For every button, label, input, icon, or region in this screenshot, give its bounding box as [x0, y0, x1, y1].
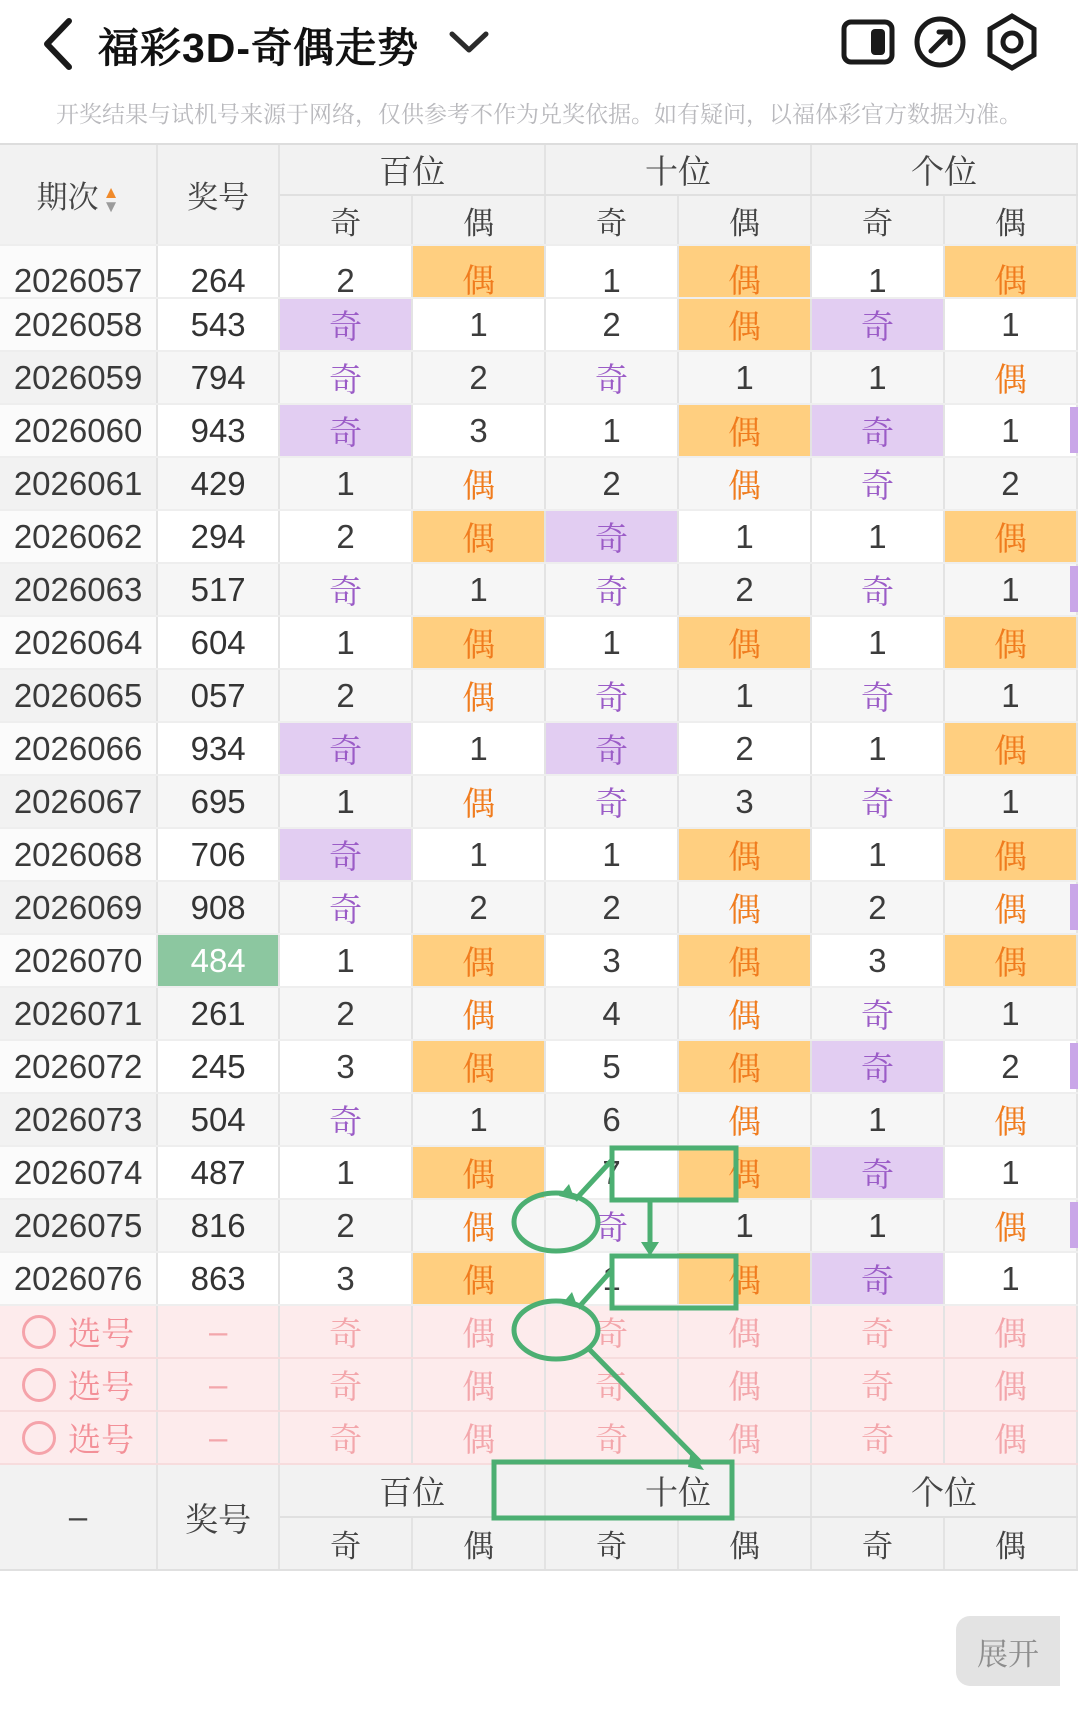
cell-parity: 2 [412, 881, 545, 934]
cell-number: 794 [157, 351, 279, 404]
cell-parity-select[interactable]: 奇 [811, 1358, 944, 1411]
cell-parity: 1 [545, 245, 678, 298]
cell-parity: 2 [678, 722, 811, 775]
cell-parity: 偶 [412, 1146, 545, 1199]
cell-parity-select[interactable]: 奇 [279, 1411, 412, 1464]
cell-number: 908 [157, 881, 279, 934]
cell-parity: 偶 [678, 245, 811, 298]
cell-parity: 3 [279, 1252, 412, 1305]
cell-issue: 2026069 [0, 881, 157, 934]
footer-number: 奖号 [157, 1464, 279, 1570]
cell-parity: 1 [412, 298, 545, 351]
share-arrow-icon [912, 14, 968, 75]
cell-parity: 偶 [944, 1093, 1077, 1146]
cell-parity: 1 [944, 563, 1077, 616]
cell-issue: 2026064 [0, 616, 157, 669]
cell-parity: 奇 [279, 1093, 412, 1146]
cell-parity: 奇 [811, 404, 944, 457]
cell-parity: 4 [545, 987, 678, 1040]
chevron-left-icon [39, 17, 77, 71]
cell-parity: 偶 [412, 934, 545, 987]
cell-parity: 2 [678, 563, 811, 616]
cell-parity: 7 [545, 1146, 678, 1199]
cell-parity: 1 [811, 616, 944, 669]
cell-parity: 奇 [811, 298, 944, 351]
cell-parity: 1 [811, 1093, 944, 1146]
cell-parity: 2 [944, 1040, 1077, 1093]
cell-number: 261 [157, 987, 279, 1040]
cell-parity: 奇 [545, 722, 678, 775]
table-row[interactable] [0, 563, 1077, 616]
cell-number: 863 [157, 1252, 279, 1305]
cell-parity: 偶 [944, 351, 1077, 404]
table-row[interactable] [0, 510, 1077, 563]
cell-parity: 1 [811, 722, 944, 775]
cell-parity: 3 [412, 404, 545, 457]
cell-parity: 1 [944, 669, 1077, 722]
cell-select-label[interactable]: 选号 [0, 1358, 157, 1411]
cell-parity: 1 [545, 1252, 678, 1305]
cell-number: 934 [157, 722, 279, 775]
cell-number: 517 [157, 563, 279, 616]
cell-parity: 1 [279, 934, 412, 987]
cell-parity: 2 [944, 457, 1077, 510]
table-row[interactable] [0, 1146, 1077, 1199]
cell-parity: 奇 [279, 563, 412, 616]
cell-number: 264 [157, 245, 279, 298]
cell-parity: 1 [678, 1199, 811, 1252]
sort-arrows-icon[interactable]: ▲ ▼ [102, 183, 120, 216]
page-title: 福彩3D-奇偶走势 [98, 24, 420, 71]
cell-parity-select[interactable]: 偶 [944, 1358, 1077, 1411]
footer-sub-units-odd: 奇 [811, 1517, 944, 1570]
cell-parity: 2 [279, 987, 412, 1040]
table-row-clipped[interactable] [0, 245, 1077, 298]
cell-parity: 1 [811, 510, 944, 563]
table-row[interactable] [0, 775, 1077, 828]
table-row[interactable] [0, 351, 1077, 404]
cell-parity-select[interactable]: 奇 [279, 1305, 412, 1358]
footer-group-hundreds[interactable]: 百位 [279, 1464, 545, 1517]
cell-parity: 奇 [811, 457, 944, 510]
cell-parity: 偶 [678, 1093, 811, 1146]
row-edge-marker [1070, 1043, 1078, 1089]
footer-group-tens[interactable]: 十位 [545, 1464, 811, 1517]
table-row[interactable] [0, 669, 1077, 722]
cell-parity: 偶 [678, 1040, 811, 1093]
cell-parity: 偶 [412, 457, 545, 510]
footer-sub-units-even: 偶 [944, 1517, 1077, 1570]
cell-parity: 1 [279, 1146, 412, 1199]
cell-parity: 偶 [944, 616, 1077, 669]
cell-number: 706 [157, 828, 279, 881]
cell-parity: 1 [678, 669, 811, 722]
cell-parity: 3 [678, 775, 811, 828]
radio-icon[interactable] [22, 1368, 56, 1402]
cell-issue: 2026066 [0, 722, 157, 775]
cell-number: 245 [157, 1040, 279, 1093]
chevron-down-icon [447, 43, 491, 60]
cell-parity: 1 [944, 404, 1077, 457]
cell-parity-select[interactable]: 奇 [811, 1305, 944, 1358]
cell-parity: 2 [279, 510, 412, 563]
table-row[interactable] [0, 1199, 1077, 1252]
cell-parity: 奇 [811, 775, 944, 828]
cell-parity: 奇 [545, 775, 678, 828]
cell-parity-select[interactable]: 偶 [678, 1305, 811, 1358]
cell-parity: 偶 [678, 404, 811, 457]
cell-parity: 奇 [811, 987, 944, 1040]
table-row[interactable] [0, 616, 1077, 669]
trend-table-container[interactable] [0, 143, 1078, 1571]
cell-parity: 偶 [412, 616, 545, 669]
cell-parity: 偶 [944, 934, 1077, 987]
cell-parity: 奇 [545, 1199, 678, 1252]
cell-issue: 2026063 [0, 563, 157, 616]
cell-parity: 奇 [279, 722, 412, 775]
cell-parity: 奇 [811, 1146, 944, 1199]
cell-parity: 2 [545, 457, 678, 510]
cell-number: 429 [157, 457, 279, 510]
cell-parity: 偶 [412, 987, 545, 1040]
cell-parity: 偶 [944, 1199, 1077, 1252]
cell-parity: 奇 [279, 351, 412, 404]
column-header-number: 奖号 [157, 145, 279, 245]
cell-parity: 1 [545, 404, 678, 457]
cell-issue: 2026059 [0, 351, 157, 404]
table-row[interactable] [0, 1093, 1077, 1146]
cell-issue: 2026073 [0, 1093, 157, 1146]
footer-sub-hundreds-odd: 奇 [279, 1517, 412, 1570]
cell-parity: 偶 [678, 616, 811, 669]
cell-parity: 偶 [678, 457, 811, 510]
cell-parity: 1 [944, 1146, 1077, 1199]
cell-parity: 2 [545, 298, 678, 351]
cell-parity: 偶 [678, 298, 811, 351]
cell-parity: 2 [811, 881, 944, 934]
cell-parity-select[interactable]: 奇 [279, 1358, 412, 1411]
panel-toggle-button[interactable] [832, 8, 904, 80]
cell-parity-select[interactable]: 奇 [545, 1358, 678, 1411]
cell-parity: 2 [279, 669, 412, 722]
cell-parity: 1 [412, 828, 545, 881]
cell-number: – [157, 1305, 279, 1358]
cell-parity: 5 [545, 1040, 678, 1093]
cell-number: 604 [157, 616, 279, 669]
cell-issue: 2026065 [0, 669, 157, 722]
cell-issue: 2026076 [0, 1252, 157, 1305]
cell-issue: 2026062 [0, 510, 157, 563]
cell-parity: 奇 [279, 404, 412, 457]
cell-issue: 2026071 [0, 987, 157, 1040]
cell-parity-select[interactable]: 偶 [944, 1411, 1077, 1464]
cell-parity-select[interactable]: 偶 [412, 1305, 545, 1358]
footer-sub-hundreds-even: 偶 [412, 1517, 545, 1570]
disclaimer-notice: 开奖结果与试机号来源于网络，仅供参考不作为兑奖依据。如有疑问，以福体彩官方数据为准。 [56, 101, 1022, 127]
cell-parity-select[interactable]: 偶 [678, 1358, 811, 1411]
cell-number: 294 [157, 510, 279, 563]
cell-parity: 偶 [678, 934, 811, 987]
column-header-issue[interactable]: 期次 ▲ ▼ [0, 145, 157, 245]
table-row[interactable] [0, 828, 1077, 881]
target-hexagon-icon [984, 13, 1040, 76]
cell-parity: 偶 [678, 987, 811, 1040]
cell-parity: 1 [811, 245, 944, 298]
column-group-tens: 十位 [545, 145, 811, 195]
footer-sub-tens-even: 偶 [678, 1517, 811, 1570]
subheader-tens-odd: 奇 [545, 195, 678, 245]
subheader-hundreds-odd: 奇 [279, 195, 412, 245]
cell-parity: 奇 [279, 881, 412, 934]
cell-number: – [157, 1358, 279, 1411]
cell-parity: 偶 [412, 1252, 545, 1305]
cell-parity: 1 [944, 775, 1077, 828]
cell-parity: 奇 [811, 669, 944, 722]
cell-parity: 偶 [412, 245, 545, 298]
cell-parity: 2 [545, 881, 678, 934]
cell-number: 487 [157, 1146, 279, 1199]
column-group-hundreds: 百位 [279, 145, 545, 195]
cell-parity: 3 [545, 934, 678, 987]
cell-number: – [157, 1411, 279, 1464]
cell-parity-select[interactable]: 奇 [545, 1411, 678, 1464]
cell-parity-select[interactable]: 奇 [811, 1411, 944, 1464]
cell-issue: 2026072 [0, 1040, 157, 1093]
cell-parity: 偶 [944, 881, 1077, 934]
cell-issue: 2026067 [0, 775, 157, 828]
cell-parity: 3 [811, 934, 944, 987]
table-body [0, 245, 1077, 1464]
odd-even-trend-table [0, 145, 1078, 1571]
cell-parity: 奇 [279, 828, 412, 881]
cell-parity: 偶 [678, 1146, 811, 1199]
table-row[interactable] [0, 404, 1077, 457]
cell-parity: 6 [545, 1093, 678, 1146]
back-button[interactable] [30, 16, 86, 72]
cell-parity: 3 [279, 1040, 412, 1093]
table-row[interactable] [0, 934, 1077, 987]
cell-parity: 偶 [944, 828, 1077, 881]
radio-icon[interactable] [22, 1421, 56, 1455]
cell-parity: 偶 [944, 722, 1077, 775]
table-row[interactable] [0, 881, 1077, 934]
cell-parity: 2 [279, 1199, 412, 1252]
cell-parity: 偶 [944, 245, 1077, 298]
cell-parity: 偶 [412, 669, 545, 722]
cell-parity: 1 [944, 1252, 1077, 1305]
expand-button[interactable]: 展开 [956, 1616, 1060, 1686]
column-group-units: 个位 [811, 145, 1077, 195]
cell-parity: 奇 [545, 669, 678, 722]
cell-number: 484 [157, 934, 279, 987]
cell-parity: 偶 [412, 510, 545, 563]
cell-parity: 1 [944, 987, 1077, 1040]
cell-parity: 1 [412, 722, 545, 775]
cell-parity: 1 [678, 351, 811, 404]
table-footer [0, 1464, 1077, 1570]
subheader-units-even: 偶 [944, 195, 1077, 245]
cell-parity-select[interactable]: 偶 [678, 1411, 811, 1464]
target-button[interactable] [976, 8, 1048, 80]
cell-number: 943 [157, 404, 279, 457]
cell-parity: 奇 [279, 298, 412, 351]
cell-parity: 偶 [412, 1040, 545, 1093]
row-edge-marker [1070, 1202, 1078, 1248]
table-row[interactable] [0, 457, 1077, 510]
cell-select-label[interactable]: 选号 [0, 1305, 157, 1358]
table-row-select[interactable] [0, 1358, 1077, 1411]
cell-issue: 2026060 [0, 404, 157, 457]
cell-parity: 2 [279, 245, 412, 298]
cell-parity: 2 [412, 351, 545, 404]
cell-number: 816 [157, 1199, 279, 1252]
subheader-tens-even: 偶 [678, 195, 811, 245]
cell-parity: 1 [545, 616, 678, 669]
cell-issue: 2026058 [0, 298, 157, 351]
cell-select-label[interactable]: 选号 [0, 1411, 157, 1464]
cell-parity-select[interactable]: 偶 [412, 1411, 545, 1464]
cell-parity: 1 [811, 1199, 944, 1252]
share-button[interactable] [904, 8, 976, 80]
cell-issue: 2026068 [0, 828, 157, 881]
footer-row-groups [0, 1464, 1077, 1517]
cell-parity-select[interactable]: 偶 [944, 1305, 1077, 1358]
cell-number: 057 [157, 669, 279, 722]
cell-number: 504 [157, 1093, 279, 1146]
table-row[interactable] [0, 1040, 1077, 1093]
cell-parity: 1 [412, 563, 545, 616]
table-header-row-groups [0, 145, 1077, 195]
table-row-select[interactable] [0, 1305, 1077, 1358]
cell-parity: 1 [279, 457, 412, 510]
cell-parity: 1 [279, 775, 412, 828]
cell-parity-select[interactable]: 奇 [545, 1305, 678, 1358]
cell-parity: 1 [811, 828, 944, 881]
footer-issue: – [0, 1464, 157, 1570]
cell-issue: 2026070 [0, 934, 157, 987]
radio-icon[interactable] [22, 1315, 56, 1349]
subheader-hundreds-even: 偶 [412, 195, 545, 245]
cell-parity: 偶 [412, 1199, 545, 1252]
cell-parity: 偶 [944, 510, 1077, 563]
cell-parity: 奇 [545, 563, 678, 616]
table-row[interactable] [0, 298, 1077, 351]
cell-parity: 1 [279, 616, 412, 669]
row-edge-marker [1070, 566, 1078, 612]
cell-parity: 1 [412, 1093, 545, 1146]
cell-parity: 偶 [678, 1252, 811, 1305]
table-row-select[interactable] [0, 1411, 1077, 1464]
cell-parity: 偶 [412, 775, 545, 828]
cell-parity: 奇 [811, 563, 944, 616]
cell-parity: 1 [944, 298, 1077, 351]
cell-issue: 2026057 [0, 245, 157, 298]
cell-parity: 1 [678, 510, 811, 563]
cell-issue: 2026074 [0, 1146, 157, 1199]
cell-issue: 2026061 [0, 457, 157, 510]
cell-parity-select[interactable]: 偶 [412, 1358, 545, 1411]
table-row[interactable] [0, 987, 1077, 1040]
table-row[interactable] [0, 722, 1077, 775]
cell-parity: 偶 [678, 828, 811, 881]
cell-parity: 偶 [678, 881, 811, 934]
subheader-units-odd: 奇 [811, 195, 944, 245]
row-edge-marker [1070, 407, 1078, 453]
footer-group-units[interactable]: 个位 [811, 1464, 1077, 1517]
cell-number: 695 [157, 775, 279, 828]
cell-parity: 奇 [545, 510, 678, 563]
panel-toggle-icon [840, 16, 896, 73]
cell-parity: 奇 [811, 1040, 944, 1093]
cell-parity: 奇 [811, 1252, 944, 1305]
cell-parity: 1 [811, 351, 944, 404]
table-row[interactable] [0, 1252, 1077, 1305]
cell-parity: 1 [545, 828, 678, 881]
row-edge-marker [1070, 884, 1078, 930]
cell-issue: 2026075 [0, 1199, 157, 1252]
title-dropdown-button[interactable] [447, 28, 491, 61]
footer-sub-tens-odd: 奇 [545, 1517, 678, 1570]
app-header [0, 0, 1078, 88]
cell-parity: 奇 [545, 351, 678, 404]
cell-number: 543 [157, 298, 279, 351]
